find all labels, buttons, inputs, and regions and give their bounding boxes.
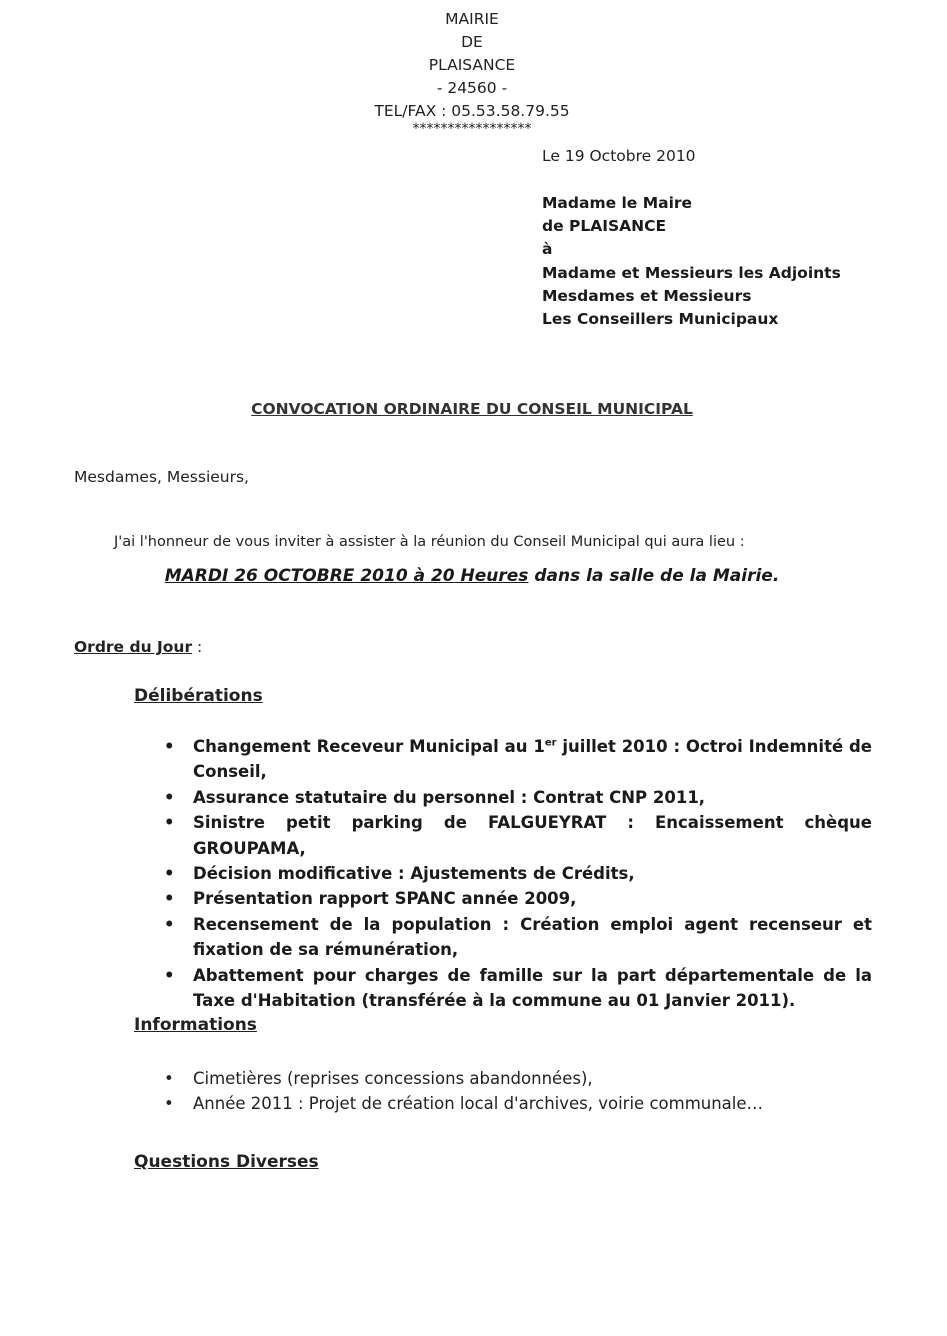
list-item: [158, 810, 872, 861]
list-item-text: Décision modificative : Ajustements de Crédits,: [193, 864, 635, 884]
section-heading-questions: Questions Diverses: [134, 1152, 319, 1172]
list-item-text-part: juillet 2010 : Octroi Indemnité de Conseil,: [193, 737, 872, 782]
list-item-text: Recensement de la population : Création emploi agent recenseur et fixation de sa rémunération,: [193, 914, 872, 960]
list-item: [158, 886, 872, 911]
recipient-connector: à: [542, 240, 553, 259]
sender-line-2: de PLAISANCE: [542, 217, 667, 236]
document-title: CONVOCATION ORDINAIRE DU CONSEIL MUNICIPAL: [251, 400, 693, 418]
meeting-details: [0, 566, 944, 586]
list-item-text: Cimetières (reprises concessions abandonnées),: [193, 1069, 593, 1088]
list-item: [158, 785, 872, 810]
list-item: [158, 1091, 872, 1116]
section-heading-deliberations: Délibérations: [134, 686, 263, 706]
list-item-text: Année 2011 : Projet de création local d'archives, voirie communale…: [193, 1094, 764, 1113]
bullet-icon: •: [164, 1094, 174, 1113]
deliberations-list: [158, 734, 872, 1013]
list-item-text-part: Changement Receveur Municipal au 1: [193, 737, 545, 756]
recipient-line-3: Les Conseillers Municipaux: [542, 310, 779, 329]
bullet-icon: •: [164, 787, 175, 807]
list-item: [158, 1066, 872, 1091]
list-item-text: Sinistre petit parking de FALGUEYRAT : Encaissement chèque GROUPAMA,: [193, 813, 872, 858]
bullet-icon: •: [164, 1069, 174, 1088]
list-item-text: Présentation rapport SPANC année 2009,: [193, 889, 577, 909]
list-item-text: Assurance statutaire du personnel : Contrat CNP 2011,: [193, 787, 706, 807]
letterhead: [0, 8, 944, 135]
bullet-icon: •: [164, 914, 175, 934]
recipient-line-1: Madame et Messieurs les Adjoints: [542, 263, 841, 282]
list-item-text: [193, 737, 872, 781]
letterhead-line-mairie: MAIRIE: [445, 10, 499, 28]
list-item: [158, 734, 872, 785]
letterhead-line-phone: TEL/FAX : 05.53.58.79.55: [374, 102, 570, 120]
agenda-label: [74, 638, 202, 656]
recipient-line-2: Mesdames et Messieurs: [542, 286, 752, 305]
letterhead-line-postcode: - 24560 -: [436, 79, 508, 97]
bullet-icon: •: [164, 737, 175, 756]
letterhead-line-town: PLAISANCE: [428, 56, 516, 74]
letter-date: Le 19 Octobre 2010: [542, 147, 696, 165]
bullet-icon: •: [164, 889, 175, 909]
sender-line-1: Madame le Maire: [542, 194, 693, 212]
list-item-text: Abattement pour charges de famille sur la part départementale de la Taxe d'Habitation (transférée à la commune au 01 Janvier 2011).: [193, 965, 872, 1011]
invitation-sentence: J'ai l'honneur de vous inviter à assister à la réunion du Conseil Municipal qui aura lieu :: [114, 534, 745, 550]
meeting-location: dans la salle de la Mairie.: [528, 566, 780, 586]
recipient-block: [542, 192, 841, 331]
letterhead-line-de: DE: [461, 33, 483, 51]
salutation: Mesdames, Messieurs,: [74, 468, 249, 486]
section-heading-informations: Informations: [134, 1015, 257, 1035]
bullet-icon: •: [164, 813, 175, 833]
list-item: [158, 912, 872, 963]
letterhead-separator: *****************: [412, 121, 532, 137]
agenda-label-text: Ordre du Jour: [74, 638, 193, 656]
list-item: [158, 861, 872, 886]
bullet-icon: •: [164, 864, 175, 884]
list-item-superscript: er: [544, 737, 557, 749]
informations-list: [158, 1066, 872, 1116]
list-item: [158, 963, 872, 1014]
meeting-datetime: MARDI 26 OCTOBRE 2010 à 20 Heures: [164, 566, 529, 586]
agenda-label-colon: :: [192, 638, 203, 656]
bullet-icon: •: [164, 965, 175, 985]
